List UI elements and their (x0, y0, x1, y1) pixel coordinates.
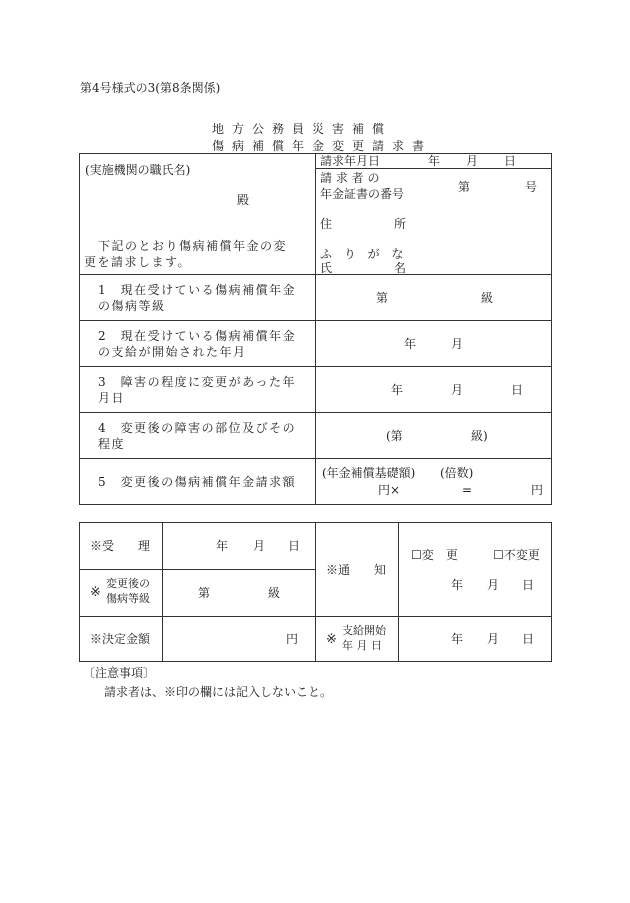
item-2-line2: の支給が開始された年月 (98, 345, 247, 359)
item-4-line2: 程度 (98, 437, 126, 451)
item-5-base-label: (年金補償基礎額) (322, 466, 416, 480)
item-5-yen: 円 (531, 483, 544, 497)
claimant-info-cell[interactable] (316, 169, 552, 275)
grade-mark: ※ (90, 585, 101, 600)
item-3-line2: 月日 (98, 391, 126, 405)
name-label-b: 名 (394, 261, 407, 275)
item-5-yen-times: 円× (378, 483, 401, 497)
request-date-day-unit: 日 (504, 154, 517, 168)
request-date-label: 請求年月日 (320, 154, 381, 168)
item-4-label-cell (80, 413, 316, 459)
grade-dai: 第 (198, 586, 211, 600)
receipt-label-cell (80, 523, 163, 570)
start-mark: ※ (326, 632, 337, 647)
request-date-month-unit: 月 (466, 154, 479, 168)
item-1-dai: 第 (376, 291, 389, 305)
receipt-date-cell[interactable] (163, 523, 316, 570)
start-day-unit: 日 (522, 632, 535, 646)
item-1-kyu: 級 (481, 291, 494, 305)
grade-kyu: 級 (268, 586, 281, 600)
item-4-dai: (第 (386, 429, 403, 443)
start-label-cell (316, 617, 399, 662)
request-date-cell[interactable] (316, 154, 552, 169)
receipt-label: ※受 理 (90, 539, 151, 553)
item-3-day-unit: 日 (511, 383, 524, 397)
grade-label-line1: 変更後の (106, 577, 150, 590)
cert-go: 号 (525, 180, 538, 194)
item-5-value-cell[interactable] (316, 459, 552, 505)
grade-value-cell[interactable] (163, 570, 316, 617)
item-1-value-cell[interactable] (316, 275, 552, 321)
institution-label: (実施機関の職氏名) (85, 163, 191, 177)
honorific: 殿 (237, 193, 250, 207)
cert-label-line1: 請 求 者 の (320, 171, 380, 185)
notice-day-unit: 日 (522, 578, 535, 592)
item-2-month-unit: 月 (451, 337, 464, 351)
address-label-a: 住 (320, 217, 333, 231)
notice-label: ※通 知 (326, 563, 387, 577)
cert-dai: 第 (458, 180, 471, 194)
amount-value-cell[interactable] (163, 617, 316, 662)
item-3-value-cell[interactable] (316, 367, 552, 413)
amount-label: ※決定金額 (90, 632, 151, 646)
form-number: 第4号様式の3(第8条関係) (80, 81, 221, 95)
item-1-line1: 1 現在受けている傷病補償年金 (98, 283, 297, 297)
item-1-line2: の傷病等級 (98, 299, 166, 313)
start-label-line2: 年 月 日 (342, 639, 382, 652)
receipt-year-unit: 年 (216, 539, 229, 553)
item-5-multiplier-label: (倍数) (440, 466, 474, 480)
start-year-unit: 年 (451, 632, 464, 646)
notes-text: 請求者は、※印の欄には記入しないこと。 (104, 685, 333, 699)
item-2-line1: 2 現在受けている傷病補償年金 (98, 329, 297, 343)
address-label-b: 所 (394, 217, 407, 231)
request-date-year-unit: 年 (428, 154, 441, 168)
office-use-table (79, 522, 552, 662)
notice-year-unit: 年 (451, 578, 464, 592)
receipt-day-unit: 日 (288, 539, 301, 553)
form-title-line1: 地方公務員災害補償 (212, 122, 393, 136)
start-label-line1: 支給開始 (342, 624, 386, 637)
name-label-a: 氏 (320, 261, 333, 275)
form-title-line2: 傷病補償年金変更請求書 (212, 139, 433, 153)
notice-nochange-checkbox[interactable]: ☐不変更 (493, 548, 540, 562)
item-1-label-cell (80, 275, 316, 321)
notes-heading: 〔注意事項〕 (83, 666, 156, 680)
item-4-value-cell[interactable] (316, 413, 552, 459)
amount-label-cell (80, 617, 163, 662)
request-text-line2: 更を請求します。 (84, 255, 192, 269)
item-5-equals: = (462, 483, 473, 497)
item-3-line1: 3 障害の程度に変更があった年 (98, 375, 297, 389)
notice-label-cell (316, 523, 399, 617)
request-form-table (79, 153, 552, 505)
item-3-label-cell (80, 367, 316, 413)
grade-label-cell (80, 570, 163, 617)
item-2-label-cell (80, 321, 316, 367)
item-5-line1: 5 変更後の傷病補償年金請求額 (98, 475, 297, 489)
cert-label-line2: 年金証書の番号 (320, 187, 405, 201)
request-text-line1: 下記のとおり傷病補償年金の変 (98, 239, 288, 253)
item-4-kyu: 級) (471, 429, 488, 443)
notice-month-unit: 月 (487, 578, 500, 592)
start-date-cell[interactable] (399, 617, 552, 662)
item-5-label-cell (80, 459, 316, 505)
item-3-month-unit: 月 (451, 383, 464, 397)
receipt-month-unit: 月 (253, 539, 266, 553)
notice-value-cell[interactable] (399, 523, 552, 617)
item-3-year-unit: 年 (391, 383, 404, 397)
institution-cell[interactable] (80, 154, 316, 275)
grade-label-line2: 傷病等級 (106, 592, 150, 605)
item-4-line1: 4 変更後の障害の部位及びその (98, 421, 297, 435)
item-2-value-cell[interactable] (316, 321, 552, 367)
furigana-label: ふ り が な (320, 247, 408, 261)
amount-yen-unit: 円 (286, 632, 299, 646)
start-month-unit: 月 (487, 632, 500, 646)
item-2-year-unit: 年 (404, 337, 417, 351)
notice-change-checkbox[interactable]: ☐変 更 (411, 548, 458, 562)
